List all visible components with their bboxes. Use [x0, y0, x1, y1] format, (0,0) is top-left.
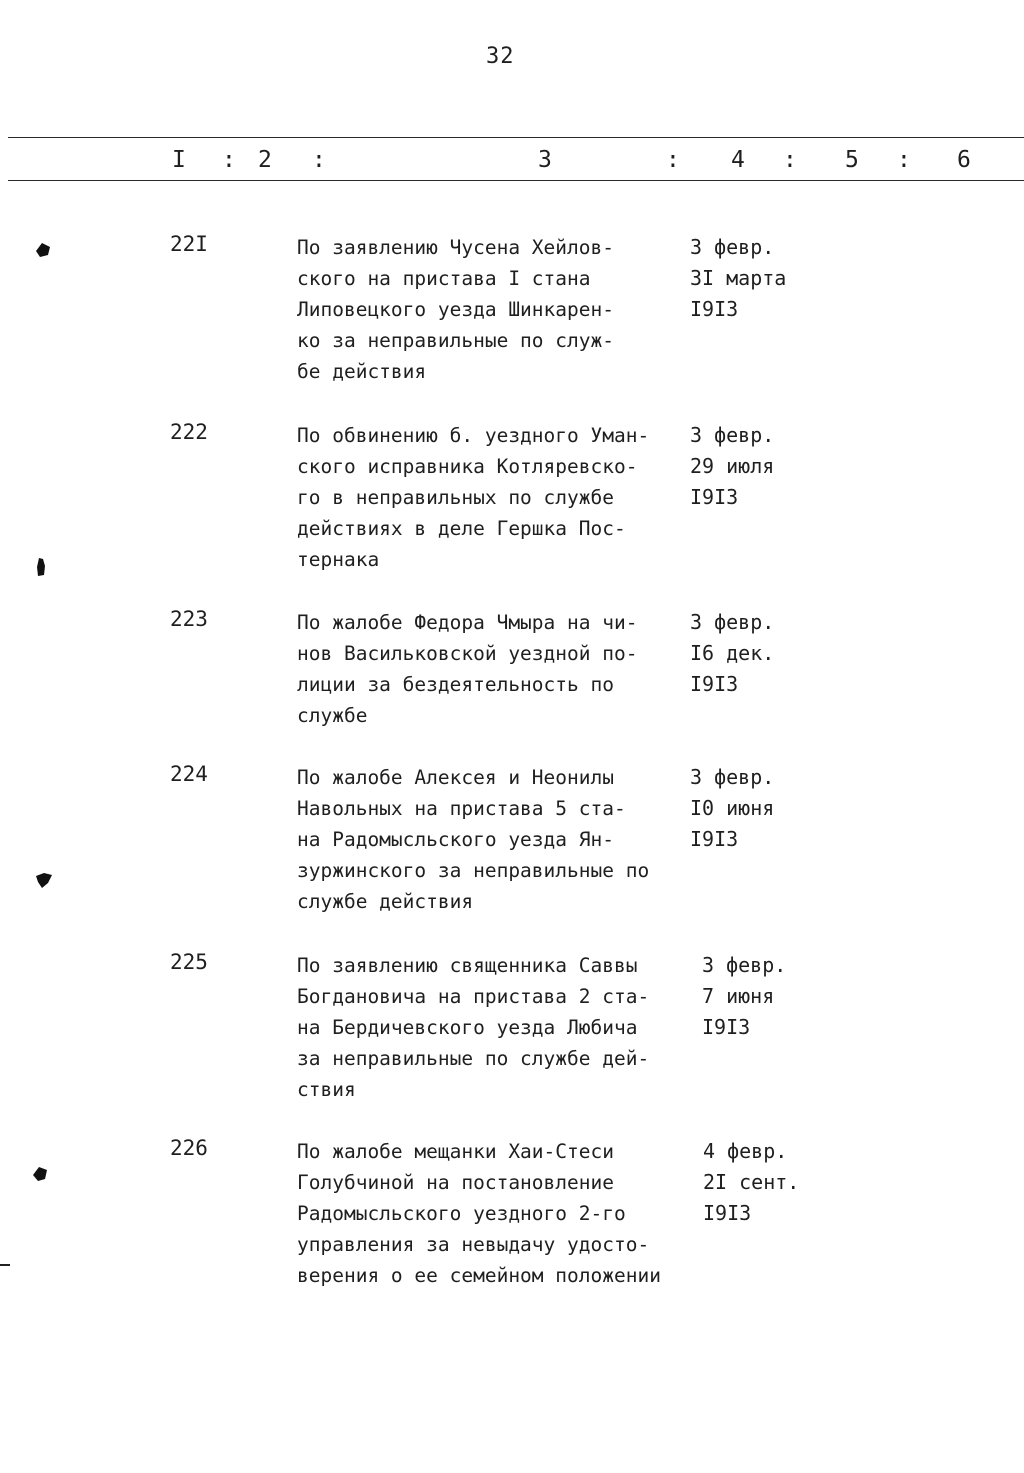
date-year: I9I3: [690, 672, 739, 696]
description-line: По заявлению священника Саввы: [297, 954, 638, 977]
date-start: 3 февр.: [702, 953, 787, 977]
record-dates: [690, 607, 774, 700]
description-line: службе действия: [297, 890, 474, 913]
record-description: [297, 950, 649, 1105]
column-separator: :: [312, 147, 326, 173]
date-end: 2I сент.: [703, 1170, 800, 1194]
record-dates: [703, 1136, 799, 1229]
record-number: 22I: [170, 232, 208, 256]
column-separator: :: [666, 147, 680, 173]
date-end: 29 июля: [690, 454, 775, 478]
description-line: управления за невыдачу удосто-: [297, 1233, 650, 1256]
record-dates: [690, 232, 786, 325]
description-line: Радомысльского уездного 2-го: [297, 1202, 626, 1225]
column-header-4: 4: [731, 147, 745, 173]
header-bottom-rule: [8, 180, 1024, 181]
record-description: [297, 607, 637, 731]
date-year: I9I3: [690, 827, 739, 851]
description-line: тернака: [297, 548, 380, 571]
description-line: ко за неправильные по служ-: [297, 329, 614, 352]
record-dates: [702, 950, 786, 1043]
description-line: Богдановича на пристава 2 ста-: [297, 985, 650, 1008]
binder-hole-mark: [34, 240, 52, 264]
header-top-rule: [8, 137, 1024, 138]
description-line: ствия: [297, 1078, 356, 1101]
record-number: 223: [170, 607, 208, 631]
record-number: 222: [170, 420, 208, 444]
date-start: 3 февр.: [690, 235, 775, 259]
description-line: го в неправильных по службе: [297, 486, 614, 509]
record-description: [297, 232, 614, 387]
column-separator: :: [222, 147, 236, 173]
date-end: I0 июня: [690, 796, 775, 820]
record-number: 224: [170, 762, 208, 786]
date-end: 7 июня: [702, 984, 775, 1008]
record-description: [297, 762, 649, 917]
description-line: за неправильные по службе дей-: [297, 1047, 650, 1070]
description-line: По жалобе мещанки Хаи-Стеси: [297, 1140, 614, 1163]
description-line: зуржинского за неправильные по: [297, 859, 650, 882]
column-separator: :: [897, 147, 911, 173]
date-year: I9I3: [690, 485, 739, 509]
description-line: лиции за бездеятельность по: [297, 673, 614, 696]
description-line: По обвинению б. уездного Уман-: [297, 424, 650, 447]
binder-hole-mark: [34, 870, 54, 895]
description-line: бе действия: [297, 360, 427, 383]
date-start: 3 февр.: [690, 423, 775, 447]
description-line: Голубчиной на постановление: [297, 1171, 614, 1194]
description-line: По жалобе Алексея и Неонилы: [297, 766, 614, 789]
date-start: 4 февр.: [703, 1139, 788, 1163]
date-end: 3I марта: [690, 266, 787, 290]
description-line: ского исправника Котляревско-: [297, 455, 638, 478]
binder-hole-mark: [34, 556, 48, 583]
record-number: 225: [170, 950, 208, 974]
column-separator: :: [783, 147, 797, 173]
description-line: Навольных на пристава 5 ста-: [297, 797, 626, 820]
date-start: 3 февр.: [690, 765, 775, 789]
column-header-1: I: [172, 147, 186, 173]
date-year: I9I3: [690, 297, 739, 321]
date-year: I9I3: [702, 1015, 751, 1039]
column-header-5: 5: [845, 147, 859, 173]
description-line: По жалобе Федора Чмыра на чи-: [297, 611, 638, 634]
description-line: По заявлению Чусена Хейлов-: [297, 236, 614, 259]
description-line: на Бердичевского уезда Любича: [297, 1016, 638, 1039]
margin-dash: [0, 1264, 10, 1266]
description-line: верения о ее семейном положении: [297, 1264, 661, 1287]
record-dates: [690, 762, 774, 855]
column-header-3: 3: [538, 147, 552, 173]
record-description: [297, 420, 649, 575]
date-year: I9I3: [703, 1201, 752, 1225]
page-number: 32: [486, 44, 515, 69]
record-description: [297, 1136, 661, 1291]
date-end: I6 дек.: [690, 641, 775, 665]
description-line: действиях в деле Гершка Пос-: [297, 517, 626, 540]
date-start: 3 февр.: [690, 610, 775, 634]
record-dates: [690, 420, 774, 513]
description-line: на Радомысльского уезда Ян-: [297, 828, 614, 851]
description-line: службе: [297, 704, 368, 727]
description-line: нов Васильковской уездной по-: [297, 642, 638, 665]
binder-hole-mark: [30, 1164, 50, 1189]
column-header-6: 6: [957, 147, 971, 173]
description-line: Липовецкого уезда Шинкарен-: [297, 298, 614, 321]
description-line: ского на пристава I стана: [297, 267, 591, 290]
column-header-2: 2: [258, 147, 272, 173]
record-number: 226: [170, 1136, 208, 1160]
